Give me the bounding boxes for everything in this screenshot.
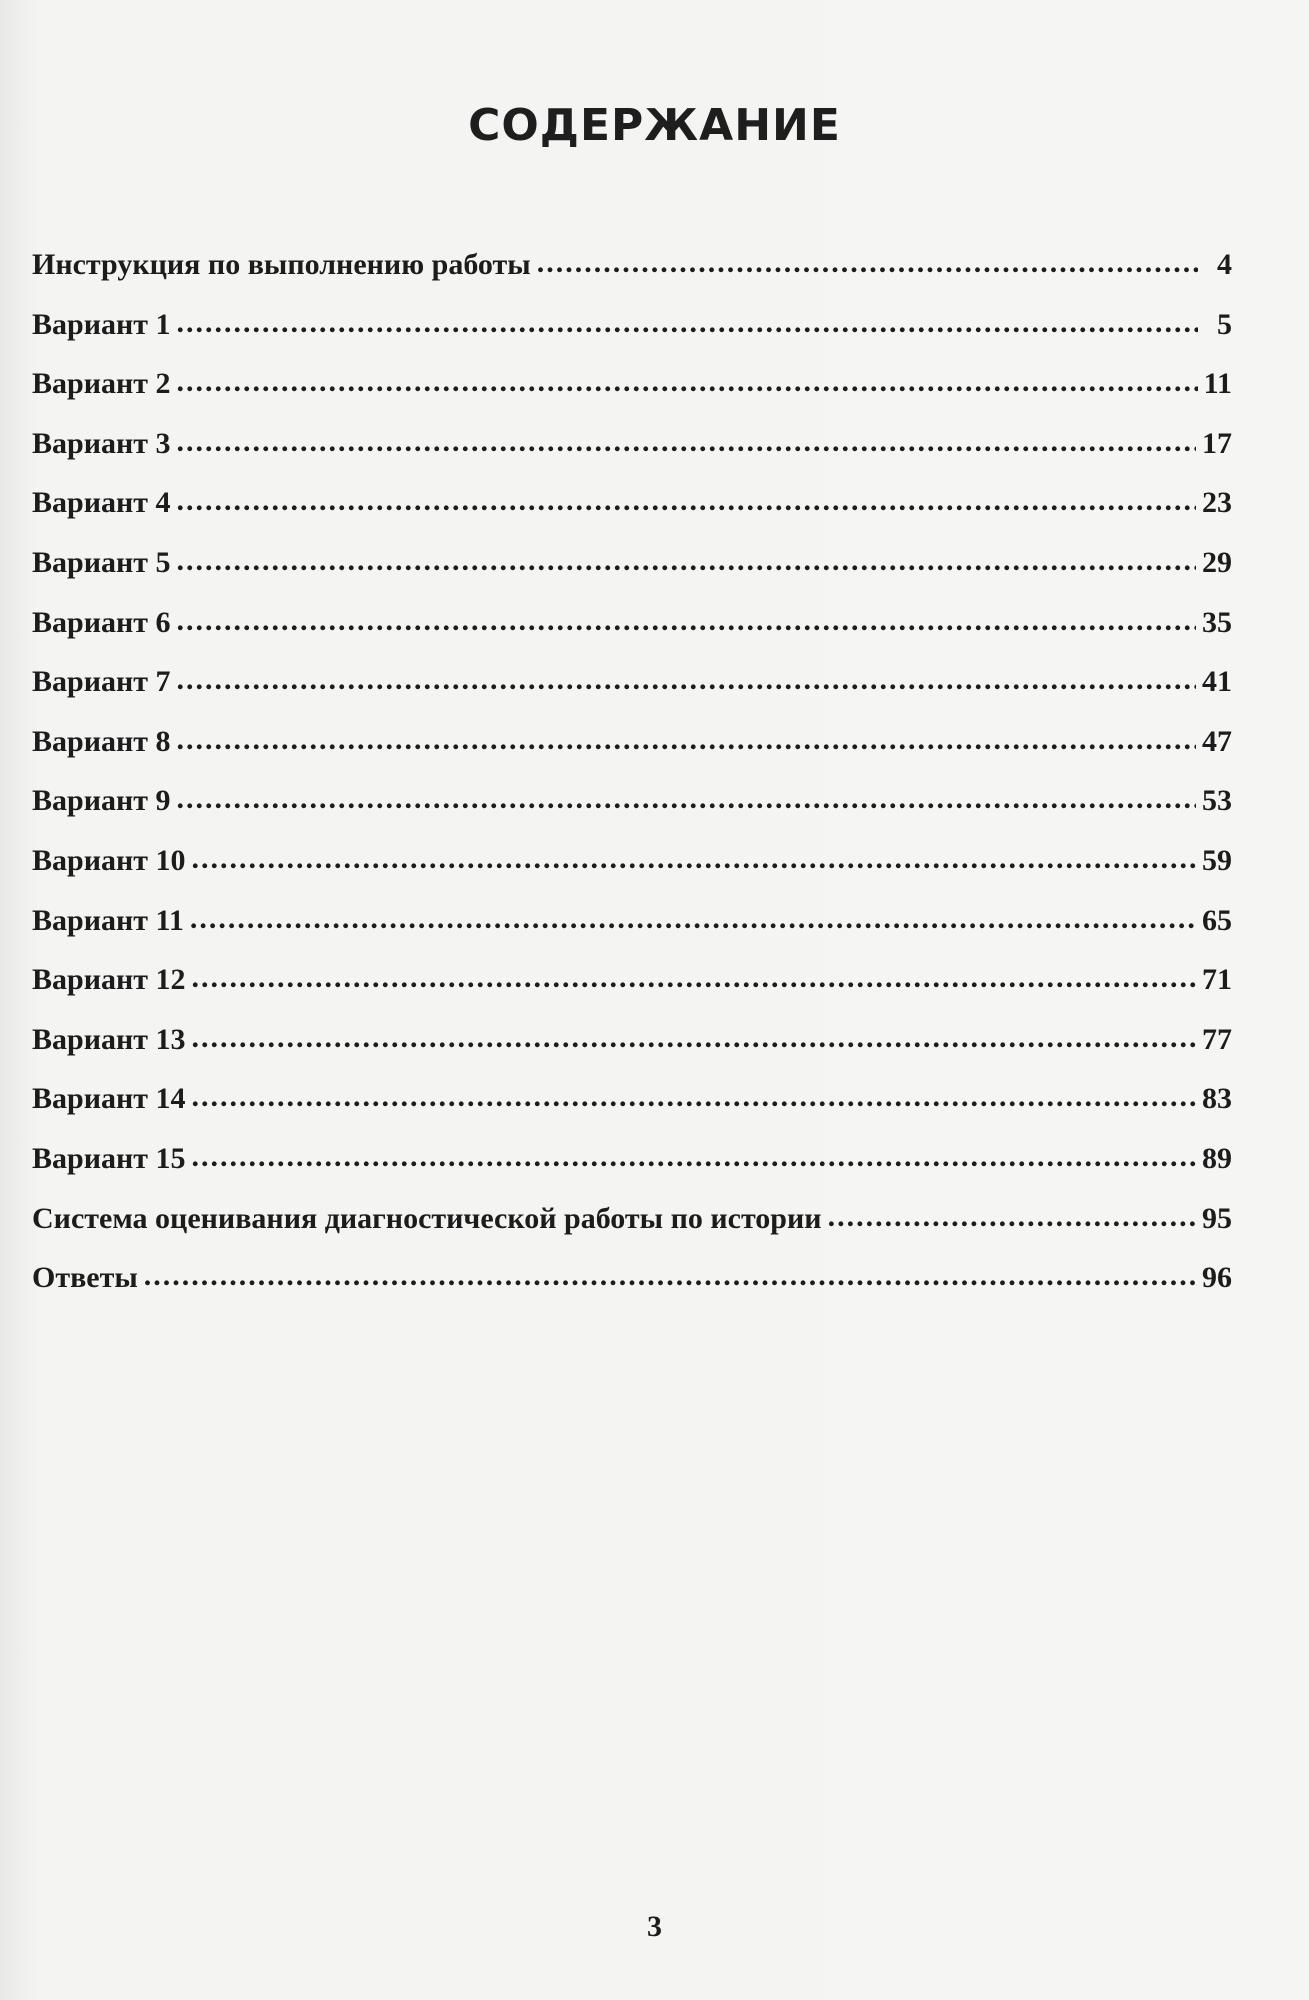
toc-entry-label: Вариант 5 [32,545,171,579]
leader-dots [177,604,1196,638]
toc-entry[interactable] [32,248,1232,308]
leader-dots [192,842,1196,876]
toc-entry-page: 53 [1202,784,1232,818]
toc-entry-page: 47 [1202,724,1232,758]
toc-entry-page: 59 [1202,843,1232,877]
toc-entry-label: Вариант 6 [32,605,171,639]
toc-entry-page: 65 [1202,903,1232,937]
toc-entry-page: 35 [1202,605,1232,639]
leader-dots [177,306,1198,340]
toc-entry[interactable] [32,308,1232,368]
toc-entry[interactable] [32,486,1232,546]
toc-entry[interactable] [32,963,1232,1023]
toc-entry-label: Вариант 3 [32,426,171,460]
toc-entry-label: Вариант 11 [32,903,184,937]
toc-entry-page: 96 [1202,1261,1232,1295]
leader-dots [177,544,1196,578]
toc-entry-label: Вариант 9 [32,784,171,818]
table-of-contents [32,248,1232,1321]
leader-dots [192,1140,1196,1174]
toc-entry-label: Вариант 13 [32,1022,186,1056]
toc-entry-page: 83 [1202,1082,1232,1116]
toc-entry-page: 4 [1217,248,1232,281]
toc-entry[interactable] [32,606,1232,666]
leader-dots [177,723,1196,757]
toc-entry[interactable] [32,1023,1232,1083]
toc-entry-label: Вариант 10 [32,843,186,877]
toc-entry-page: 11 [1203,367,1232,401]
toc-entry-label: Вариант 15 [32,1141,186,1175]
leader-dots [828,1200,1196,1234]
toc-entry-page: 71 [1202,963,1232,997]
toc-entry-label: Инструкция по выполнению работы [32,248,531,281]
page-title: СОДЕРЖАНИЕ [468,100,841,151]
toc-entry-label: Вариант 7 [32,665,171,699]
toc-entry[interactable] [32,546,1232,606]
toc-entry-label: Вариант 8 [32,724,171,758]
leader-dots [192,961,1196,995]
leader-dots [192,1021,1196,1055]
toc-entry-label: Система оценивания диагностической работы по истории [32,1201,822,1235]
leader-dots [177,663,1196,697]
toc-entry-page: 23 [1202,486,1232,520]
toc-entry[interactable] [32,665,1232,725]
toc-entry[interactable] [32,1082,1232,1142]
leader-dots [177,425,1196,459]
toc-entry-page: 17 [1202,426,1232,460]
leader-dots [177,782,1196,816]
leader-dots [537,246,1198,280]
toc-entry[interactable] [32,1142,1232,1202]
page-number: 3 [647,1910,662,1943]
toc-entry[interactable] [32,904,1232,964]
toc-entry-label: Вариант 14 [32,1082,186,1116]
toc-entry[interactable] [32,844,1232,904]
toc-entry[interactable] [32,1202,1232,1262]
toc-entry-page: 95 [1202,1201,1232,1235]
toc-entry-label: Ответы [32,1261,138,1295]
toc-entry-page: 77 [1202,1022,1232,1056]
toc-entry-label: Вариант 4 [32,486,171,520]
toc-entry[interactable] [32,1261,1232,1321]
toc-entry-page: 41 [1202,665,1232,699]
toc-entry[interactable] [32,725,1232,785]
leader-dots [177,365,1198,399]
toc-entry[interactable] [32,427,1232,487]
leader-dots [192,1080,1196,1114]
toc-entry-page: 89 [1202,1141,1232,1175]
toc-entry-page: 5 [1217,307,1232,341]
leader-dots [144,1259,1196,1293]
toc-entry-label: Вариант 2 [32,367,171,401]
leader-dots [177,484,1196,518]
toc-entry-label: Вариант 1 [32,307,171,341]
toc-entry-label: Вариант 12 [32,963,186,997]
toc-entry[interactable] [32,367,1232,427]
toc-entry[interactable] [32,784,1232,844]
leader-dots [190,902,1196,936]
toc-entry-page: 29 [1202,545,1232,579]
